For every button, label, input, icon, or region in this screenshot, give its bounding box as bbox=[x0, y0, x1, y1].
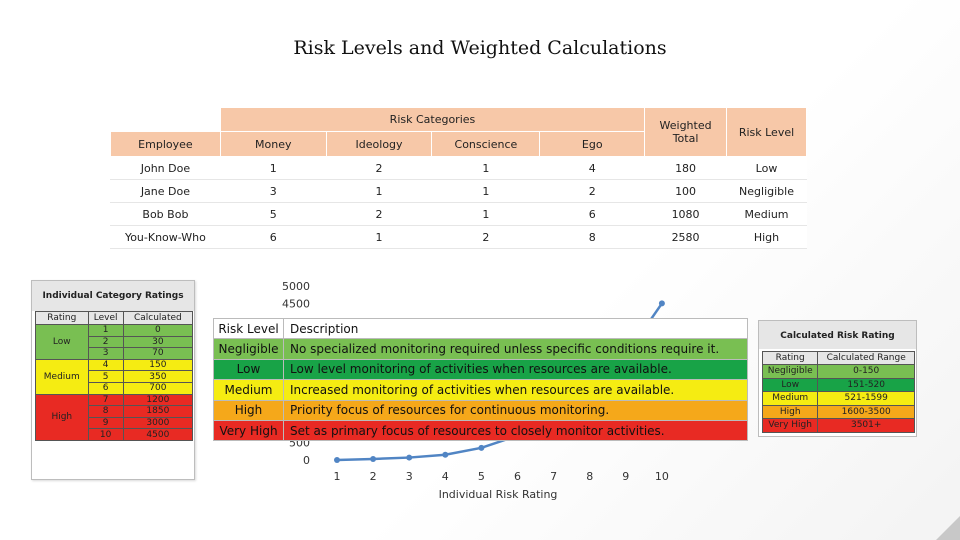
cell: High bbox=[763, 405, 818, 419]
y-tick-label: 500 bbox=[289, 436, 310, 450]
cell: 1850 bbox=[123, 406, 192, 418]
table-row bbox=[111, 157, 807, 180]
individual-ratings-title: Individual Category Ratings bbox=[32, 281, 194, 311]
calculated-rating-title: Calculated Risk Rating bbox=[759, 321, 916, 349]
cell: 700 bbox=[123, 382, 192, 394]
cell: Very High bbox=[763, 419, 818, 433]
cell: Negligible bbox=[214, 339, 284, 359]
cell: Low bbox=[214, 359, 284, 379]
cell: 5 bbox=[220, 203, 326, 226]
blank-cell bbox=[111, 108, 221, 132]
col-calculated: Calculated bbox=[123, 312, 192, 325]
col-weighted-total: Weighted Total bbox=[645, 108, 727, 157]
cell: 2 bbox=[88, 336, 123, 348]
x-tick-label: 6 bbox=[514, 470, 521, 483]
table-row bbox=[214, 380, 748, 400]
cell: 2 bbox=[540, 180, 645, 203]
col-level: Level bbox=[88, 312, 123, 325]
cell: No specialized monitoring required unless specific conditions require it. bbox=[284, 339, 748, 359]
cell: Set as primary focus of resources to closely monitor activities. bbox=[284, 420, 748, 440]
cell: 1200 bbox=[123, 394, 192, 406]
cell: 1 bbox=[326, 180, 432, 203]
cell: 1 bbox=[432, 203, 540, 226]
cell: You-Know-Who bbox=[111, 226, 221, 249]
data-point bbox=[370, 456, 376, 462]
cell: 1600-3500 bbox=[818, 405, 915, 419]
col-employee: Employee bbox=[111, 132, 221, 157]
cell: 4500 bbox=[123, 429, 192, 441]
cell: 521-1599 bbox=[818, 392, 915, 406]
data-point bbox=[478, 445, 484, 451]
cell: 2 bbox=[432, 226, 540, 249]
cell: 350 bbox=[123, 371, 192, 383]
cell: 4 bbox=[540, 157, 645, 180]
x-tick-label: 2 bbox=[369, 470, 377, 483]
col-calculated-range: Calculated Range bbox=[818, 352, 915, 365]
cell: 9 bbox=[88, 417, 123, 429]
cell: Very High bbox=[214, 420, 284, 440]
cell: 3501+ bbox=[818, 419, 915, 433]
cell: 4 bbox=[88, 359, 123, 371]
individual-ratings-table bbox=[35, 311, 193, 441]
table-row bbox=[111, 226, 807, 249]
data-point bbox=[659, 300, 665, 306]
x-tick-label: 7 bbox=[550, 470, 558, 483]
col-risk-level: Risk Level bbox=[727, 108, 807, 157]
cell: High bbox=[214, 400, 284, 420]
group-medium: Medium bbox=[36, 359, 89, 394]
cell: Negligible bbox=[727, 180, 807, 203]
cell: Medium bbox=[763, 392, 818, 406]
cell: 2580 bbox=[645, 226, 727, 249]
y-tick-label: 4500 bbox=[282, 297, 310, 311]
cell: Low bbox=[763, 378, 818, 392]
individual-ratings-panel bbox=[31, 280, 195, 480]
data-point bbox=[334, 457, 340, 463]
cell: Medium bbox=[214, 380, 284, 400]
cell: 3000 bbox=[123, 417, 192, 429]
x-tick-label: 1 bbox=[333, 470, 341, 483]
cell: 70 bbox=[123, 348, 192, 360]
col-risk-level: Risk Level bbox=[214, 319, 284, 339]
cell: 7 bbox=[88, 394, 123, 406]
col-ideology: Ideology bbox=[326, 132, 432, 157]
calculated-rating-panel bbox=[758, 320, 917, 437]
table-row bbox=[214, 359, 748, 379]
cell: 1 bbox=[88, 325, 123, 337]
cell: Low level monitoring of activities when resources are available. bbox=[284, 359, 748, 379]
cell: Bob Bob bbox=[111, 203, 221, 226]
risk-categories-header: Risk Categories bbox=[220, 108, 644, 132]
x-tick-label: 9 bbox=[622, 470, 630, 483]
x-axis-ticks bbox=[334, 470, 669, 483]
risk-table bbox=[110, 107, 807, 249]
col-description: Description bbox=[284, 319, 748, 339]
group-low: Low bbox=[36, 325, 89, 360]
risk-description-table bbox=[213, 318, 748, 441]
cell: 6 bbox=[540, 203, 645, 226]
table-row bbox=[111, 203, 807, 226]
cell: 8 bbox=[88, 406, 123, 418]
y-tick-label: 5000 bbox=[282, 280, 310, 293]
x-tick-label: 4 bbox=[441, 470, 449, 483]
page-corner-decoration bbox=[936, 516, 960, 540]
cell: 30 bbox=[123, 336, 192, 348]
cell: 1 bbox=[432, 180, 540, 203]
cell: 0-150 bbox=[818, 365, 915, 379]
table-row bbox=[214, 420, 748, 440]
cell: Medium bbox=[727, 203, 807, 226]
cell: 3 bbox=[220, 180, 326, 203]
x-tick-label: 5 bbox=[477, 470, 485, 483]
cell: Negligible bbox=[763, 365, 818, 379]
cell: 1080 bbox=[645, 203, 727, 226]
cell: 10 bbox=[88, 429, 123, 441]
table-row bbox=[214, 339, 748, 359]
col-money: Money bbox=[220, 132, 326, 157]
x-axis-label: Individual Risk Rating bbox=[438, 488, 558, 501]
cell: 150 bbox=[123, 359, 192, 371]
cell: Priority focus of resources for continuous monitoring. bbox=[284, 400, 748, 420]
x-tick-label: 10 bbox=[654, 470, 669, 483]
table-row bbox=[214, 400, 748, 420]
data-point bbox=[406, 455, 412, 461]
slide-title: Risk Levels and Weighted Calculations bbox=[293, 37, 667, 59]
cell: 1 bbox=[220, 157, 326, 180]
cell: 2 bbox=[326, 203, 432, 226]
cell: John Doe bbox=[111, 157, 221, 180]
cell: High bbox=[727, 226, 807, 249]
cell: 6 bbox=[88, 382, 123, 394]
cell: 3 bbox=[88, 348, 123, 360]
cell: 2 bbox=[326, 157, 432, 180]
col-rating: Rating bbox=[36, 312, 89, 325]
cell: 0 bbox=[123, 325, 192, 337]
cell: 5 bbox=[88, 371, 123, 383]
cell: 180 bbox=[645, 157, 727, 180]
x-tick-label: 3 bbox=[405, 470, 413, 483]
cell: 6 bbox=[220, 226, 326, 249]
group-high: High bbox=[36, 394, 89, 440]
table-row bbox=[111, 180, 807, 203]
col-rating: Rating bbox=[763, 352, 818, 365]
cell: 151-520 bbox=[818, 378, 915, 392]
data-point bbox=[442, 452, 448, 458]
cell: Increased monitoring of activities when resources are available. bbox=[284, 380, 748, 400]
x-tick-label: 8 bbox=[586, 470, 594, 483]
col-ego: Ego bbox=[540, 132, 645, 157]
cell: 8 bbox=[540, 226, 645, 249]
calculated-rating-table bbox=[762, 351, 915, 433]
cell: 100 bbox=[645, 180, 727, 203]
cell: Jane Doe bbox=[111, 180, 221, 203]
cell: 1 bbox=[432, 157, 540, 180]
y-tick-label: 0 bbox=[303, 454, 310, 467]
cell: Low bbox=[727, 157, 807, 180]
col-conscience: Conscience bbox=[432, 132, 540, 157]
cell: 1 bbox=[326, 226, 432, 249]
